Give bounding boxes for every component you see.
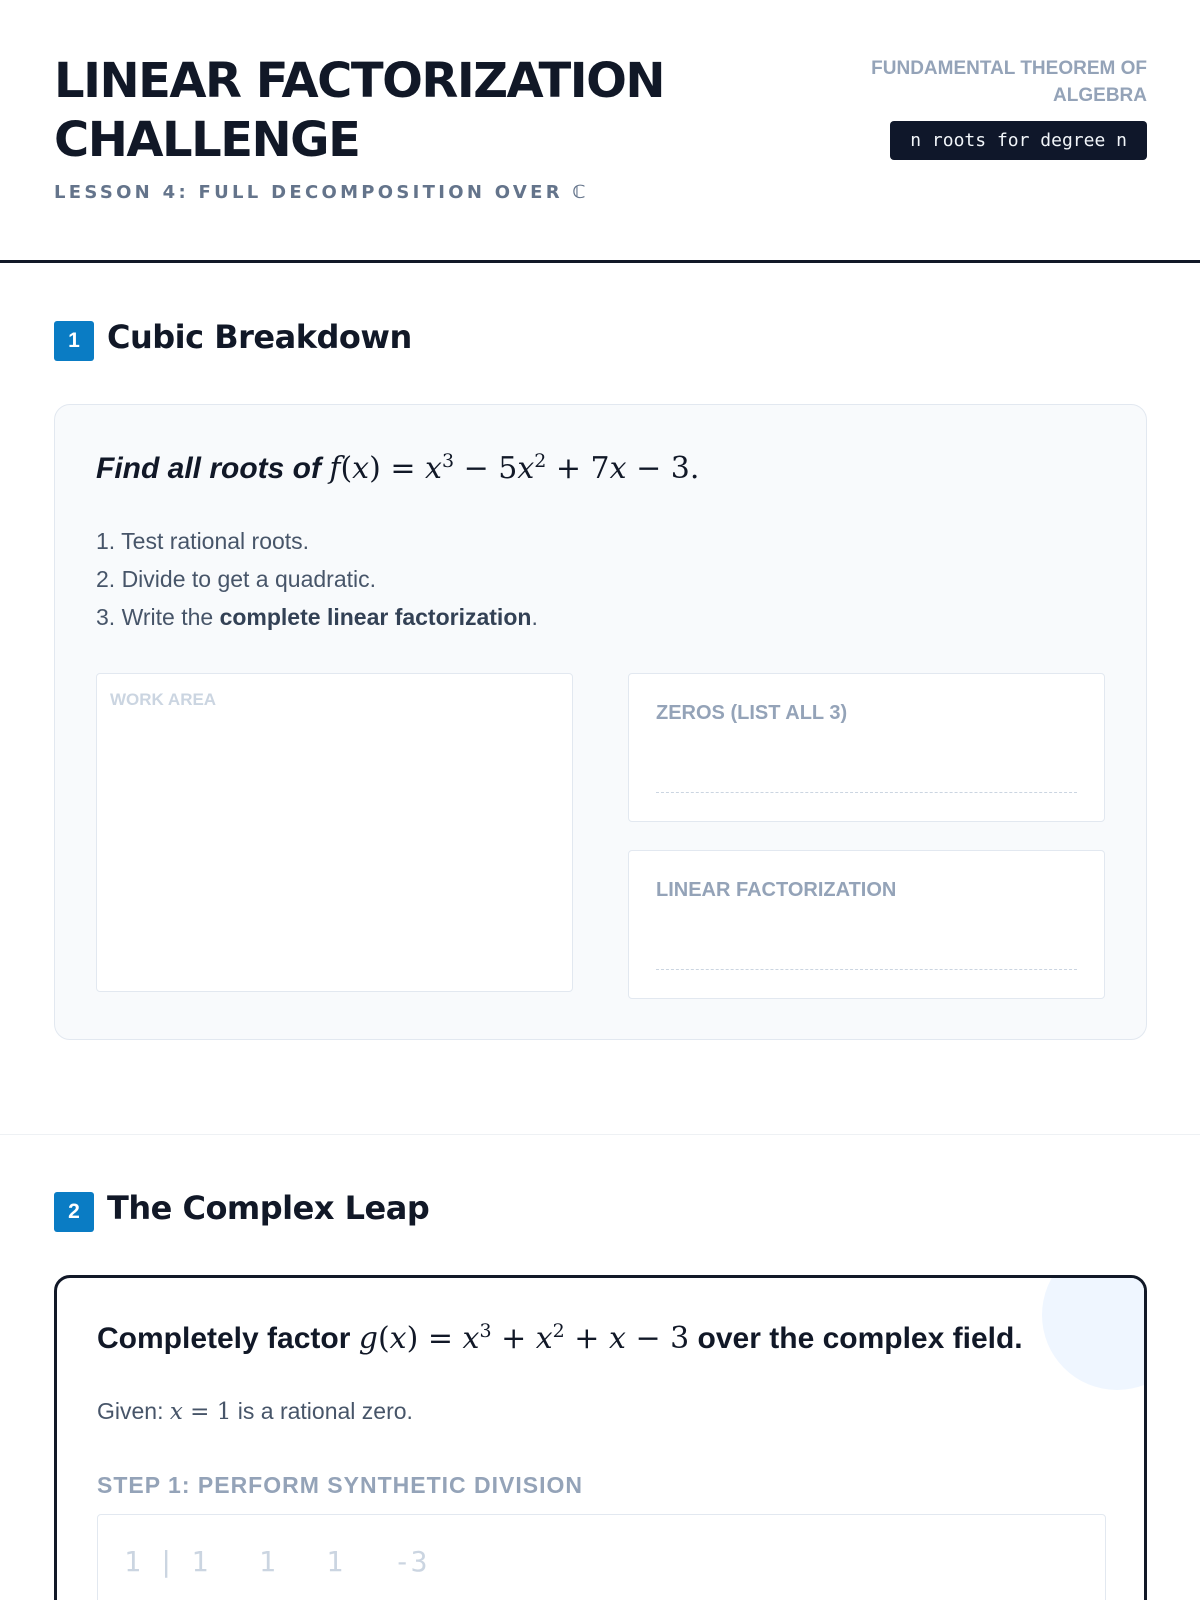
cubic-equation: $f(x) = x^3 - 5x^2 + 7x - 3$. [329,450,700,486]
prompt-2-lead: Completely factor [97,1322,351,1355]
synthetic-division-row: 1 | 1 1 1 -3 [124,1545,428,1578]
step-item: 2. Divide to get a quadratic. [96,566,376,592]
work-area-label: WORK AREA [110,690,217,709]
section-1-number: 1 [54,321,94,361]
step-item: 1. Test rational roots. [96,528,310,554]
synthetic-division-box[interactable] [97,1514,1106,1600]
section-2-title: The Complex Leap [107,1189,430,1227]
prompt-2-tail: over the complex field. [697,1322,1023,1355]
instruction-steps [96,522,538,636]
section-2-number: 2 [54,1192,94,1232]
zeros-answer-box[interactable] [628,673,1105,822]
problem-2-prompt [97,1320,1023,1356]
section-divider [0,1134,1200,1135]
problem-card-2 [54,1275,1147,1600]
page-title: LINEAR FACTORIZATION CHALLENGE [54,53,665,168]
page-header [0,0,1200,263]
factorization-label: LINEAR FACTORIZATION [656,879,897,901]
step-item: 3. Write the complete linear factorization. [96,604,538,630]
given-note: Given: x = 1 is a rational zero. [97,1398,413,1425]
answer-line [656,969,1077,970]
decorative-circle [1042,1275,1147,1390]
theorem-label: FUNDAMENTAL THEOREM OF ALGEBRA [871,58,1147,106]
problem-card-1 [54,404,1147,1040]
zeros-label: ZEROS (LIST ALL 3) [656,702,848,724]
answer-line [656,792,1077,793]
degree-badge: n roots for degree n [890,121,1147,160]
section-1-title: Cubic Breakdown [107,318,412,356]
work-area[interactable] [96,673,573,992]
problem-1-prompt [96,450,699,486]
step-1-heading: STEP 1: PERFORM SYNTHETIC DIVISION [97,1472,583,1498]
prompt-1-lead: Find all roots of [96,452,321,485]
factorization-answer-box[interactable] [628,850,1105,999]
lesson-subtitle: LESSON 4: FULL DECOMPOSITION OVER ℂ [54,182,589,203]
cubic-equation-2: $g(x) = x^3 + x^2 + x - 3$ [358,1320,690,1356]
